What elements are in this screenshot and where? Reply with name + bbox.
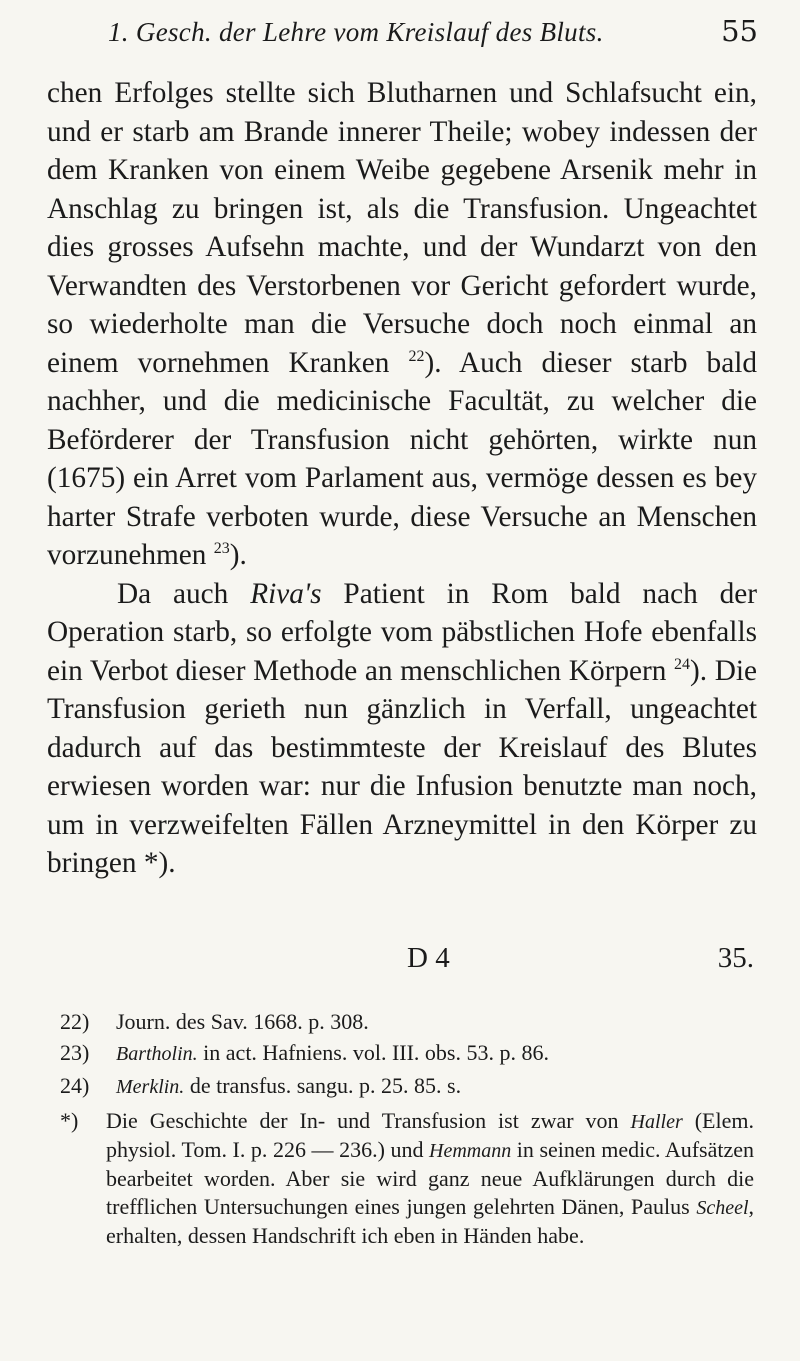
footnote-marker: 24) [60,1073,90,1098]
footnote-text [106,1107,754,1249]
name-riva: Riva's [250,577,322,610]
footnote-23 [60,1037,754,1070]
page-header [108,14,758,54]
footnote-marker: 23) [60,1040,90,1065]
paragraph-2 [47,575,757,883]
footnote-citation: de transfus. sangu. p. 25. 85. s. [184,1073,462,1098]
footnote-text [116,1037,754,1070]
footnote-ref-23: 23 [213,540,230,558]
footnote-ref-24: 24 [674,655,691,673]
paragraph-2-text-b: Patient in Rom bald nach der Operation starb, so erfolgte vom päbstlichen Hofe ebenfalls ein Verbot dieser Methode an menschlichen Körpern [47,577,757,687]
paragraph-1-text-b: ). Auch dieser starb bald nachher, und die medicinische Facultät, zu welcher die Beförderer der Transfusion nicht gehörten, wirkte nun (1675) ein Arret vom Parlament aus, vermöge dessen es bey harter Strafe verboten wurde, diese Versuche an Menschen vorzunehmen [47,346,757,571]
footnote-marker: *) [60,1108,79,1133]
footnote-citation: in act. Hafniens. vol. III. obs. 53. p. 86. [197,1040,549,1065]
signature-mark: D 4 [407,942,450,974]
paragraph-2-text-c: ). Die Transfusion gerieth nun gänzlich in Verfall, ungeachtet dadurch auf das bestimmteste der Kreislauf des Blutes erwiesen worden war: nur die Infusion benutzte man noch, um in verzweifelten Fällen Arzneymittel in den Körper zu bringen *). [47,654,757,879]
footnote-text-b: (Elem. physiol. Tom. I. p. 226 — 236.) und [106,1108,754,1163]
footnote-author: Bartholin. [116,1043,198,1065]
catchword: 35. [717,942,754,974]
footnote-author: Merklin. [116,1076,185,1098]
signature-row [47,942,754,986]
footnote-marker: 22) [60,1009,90,1034]
name-hemmann: Hemmann [429,1140,512,1163]
footnotes [60,1006,754,1249]
paragraph-2-text-a: Da auch [117,577,251,610]
main-text [47,74,757,883]
name-haller: Haller [630,1111,683,1133]
footnote-text-a: Die Geschichte der In- und Transfusion ist zwar von [106,1108,631,1133]
footnote-22 [60,1006,754,1037]
paragraph-1-text-a: chen Erfolges stellte sich Blutharnen und Schlafsucht ein, und er starb am Brande innerer Theile; wobey indessen der dem Kranken von einem Weibe gegebene Arsenik mehr in Anschlag zu bringen ist, als die Transfusion. Ungeachtet dies grosses Aufsehn machte, und der Wundarzt von den Verwandten des Verstorbenen vor Gericht gefordert wurde, so wiederholte man die Versuche doch noch einmal an einem vornehmen Kranken [47,77,757,379]
paragraph-1-text-c: ). [229,539,247,571]
page-number: 55 [721,14,758,48]
footnote-text [116,1070,754,1103]
footnote-text: Journ. des Sav. 1668. p. 308. [116,1009,369,1034]
footnote-text-d: , erhalten, dessen Handschrift ich eben in Händen habe. [106,1193,754,1248]
footnote-24 [60,1070,754,1103]
footnote-text-c: in seinen medic. Aufsätzen bearbeitet worden. Aber sie wird ganz neue Aufklärungen durch die trefflichen Untersuchungen eines jungen gelehrten Dänen, Paulus [106,1137,754,1219]
running-title: 1. Gesch. der Lehre vom Kreislauf des Bluts. [108,17,604,47]
footnote-ref-22: 22 [408,347,425,365]
paragraph-1 [47,74,757,575]
name-scheel: Scheel [696,1196,749,1219]
footnote-star [60,1107,754,1249]
